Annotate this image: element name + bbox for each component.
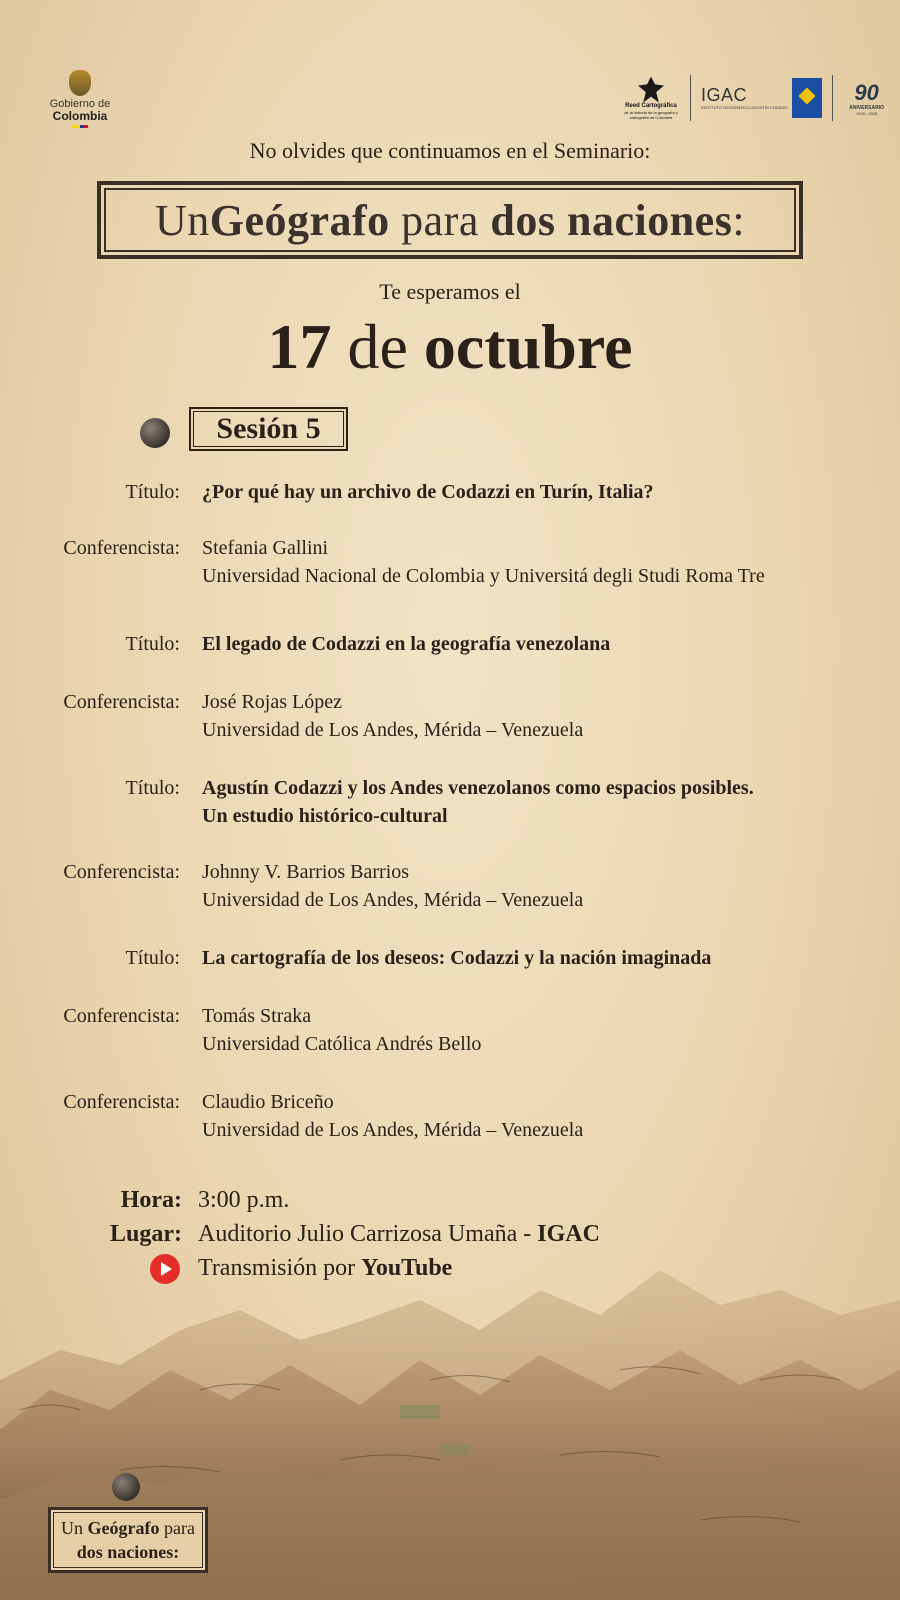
footer-bold-text: Geógrafo xyxy=(87,1518,160,1538)
logo-divider xyxy=(690,75,691,121)
anniversary-number: 90 xyxy=(854,79,879,105)
footer-bold-text: dos naciones: xyxy=(76,1542,180,1562)
lugar-value xyxy=(198,1218,600,1250)
talk-title-text: Un estudio histórico-cultural xyxy=(202,805,448,827)
hora-label: Hora: xyxy=(120,1187,182,1213)
footer-text: Un xyxy=(61,1518,88,1538)
anniversary-label: ANIVERSARIO xyxy=(849,104,884,111)
speaker-name: Johnny V. Barrios Barrios xyxy=(202,861,410,883)
speaker-block xyxy=(202,1002,862,1058)
speaker-block xyxy=(202,534,862,590)
seminar-title xyxy=(97,181,803,259)
talk-title xyxy=(202,774,862,830)
logo-divider xyxy=(832,75,833,121)
anniversary-logo xyxy=(843,81,891,116)
speaker-block xyxy=(202,1088,862,1144)
hora-value: 3:00 p.m. xyxy=(198,1187,290,1213)
title-bold-part: Geógrafo xyxy=(209,195,390,245)
talk-title xyxy=(202,944,862,972)
title-label: Título: xyxy=(125,633,180,655)
speaker-affiliation: Universidad de Los Andes, Mérida – Venezuela xyxy=(202,719,584,741)
stream-bold: YouTube xyxy=(361,1255,453,1281)
igac-logo-text: IGAC xyxy=(701,85,748,105)
red-cartografica-icon xyxy=(638,77,664,103)
talk-title xyxy=(202,630,862,658)
speaker-label: Conferencista: xyxy=(63,1091,180,1113)
speaker-block xyxy=(202,858,862,914)
talk-title-text: El legado de Codazzi en la geografía venezolana xyxy=(202,633,611,655)
talk-title-text: Agustín Codazzi y los Andes venezolanos como espacios posibles. xyxy=(202,777,754,799)
wait-text: Te esperamos el xyxy=(379,279,521,304)
colombia-crest-icon xyxy=(69,70,91,96)
speaker-name: José Rojas López xyxy=(202,691,342,713)
speaker-affiliation: Universidad de Los Andes, Mérida – Venezuela xyxy=(202,889,584,911)
gobierno-colombia-logo xyxy=(45,70,115,128)
stream-text: Transmisión por xyxy=(198,1255,362,1281)
lugar-text: Auditorio Julio Carrizosa Umaña - xyxy=(198,1221,538,1247)
speaker-name: Stefania Gallini xyxy=(202,537,329,559)
partner-logos xyxy=(622,72,891,124)
date-de: de xyxy=(331,311,424,382)
title-bold-part: dos naciones xyxy=(490,195,733,245)
speaker-name: Tomás Straka xyxy=(202,1005,312,1027)
footer-seminar-logo xyxy=(48,1507,208,1573)
anniversary-years: 1935 - 2025 xyxy=(855,110,878,116)
lugar-label: Lugar: xyxy=(110,1221,182,1247)
talk-title-text: La cartografía de los deseos: Codazzi y la nación imaginada xyxy=(202,947,712,969)
speaker-label: Conferencista: xyxy=(63,691,180,713)
igac-logo-subtitle: INSTITUTO GEOGRÁFICO AGUSTÍN CODAZZI xyxy=(701,105,788,110)
session-badge: Sesión 5 xyxy=(189,407,348,451)
gov-logo-line1: Gobierno de xyxy=(49,98,111,110)
speaker-affiliation: Universidad Católica Andrés Bello xyxy=(202,1033,482,1055)
globe-icon xyxy=(140,418,170,448)
speaker-affiliation: Universidad de Los Andes, Mérida – Venezuela xyxy=(202,1119,584,1141)
speaker-affiliation: Universidad Nacional de Colombia y Universitá degli Studi Roma Tre xyxy=(202,565,765,587)
speaker-label: Conferencista: xyxy=(63,861,180,883)
speaker-name: Claudio Briceño xyxy=(202,1091,334,1113)
title-label: Título: xyxy=(125,947,180,969)
globe-icon xyxy=(112,1473,140,1501)
title-part: para xyxy=(389,195,491,245)
igac-emblem-icon xyxy=(792,78,822,118)
speaker-label: Conferencista: xyxy=(63,1005,180,1027)
title-part: : xyxy=(732,195,746,245)
red-logo-subtitle: de la historia de la geografía y cartografía de Colombia xyxy=(624,109,678,120)
red-logo-title: Reed Cartográfica xyxy=(625,102,677,109)
title-label: Título: xyxy=(125,777,180,799)
title-part: Un xyxy=(154,195,210,245)
date-day: 17 xyxy=(267,311,332,382)
talk-title-text: ¿Por qué hay un archivo de Codazzi en Turín, Italia? xyxy=(202,481,654,503)
intro-text: No olvides que continuamos en el Seminario: xyxy=(249,138,651,163)
speaker-block xyxy=(202,688,862,744)
colombia-flag-icon xyxy=(72,125,88,128)
talk-title xyxy=(202,478,862,506)
date-month: octubre xyxy=(423,311,633,382)
speaker-label: Conferencista: xyxy=(63,537,180,559)
footer-text: para xyxy=(159,1518,195,1538)
igac-logo xyxy=(701,78,822,118)
lugar-bold: IGAC xyxy=(537,1221,600,1247)
gov-logo-line2: Colombia xyxy=(52,109,108,123)
title-label: Título: xyxy=(125,481,180,503)
event-date xyxy=(0,312,900,382)
red-cartografica-logo xyxy=(622,77,680,120)
